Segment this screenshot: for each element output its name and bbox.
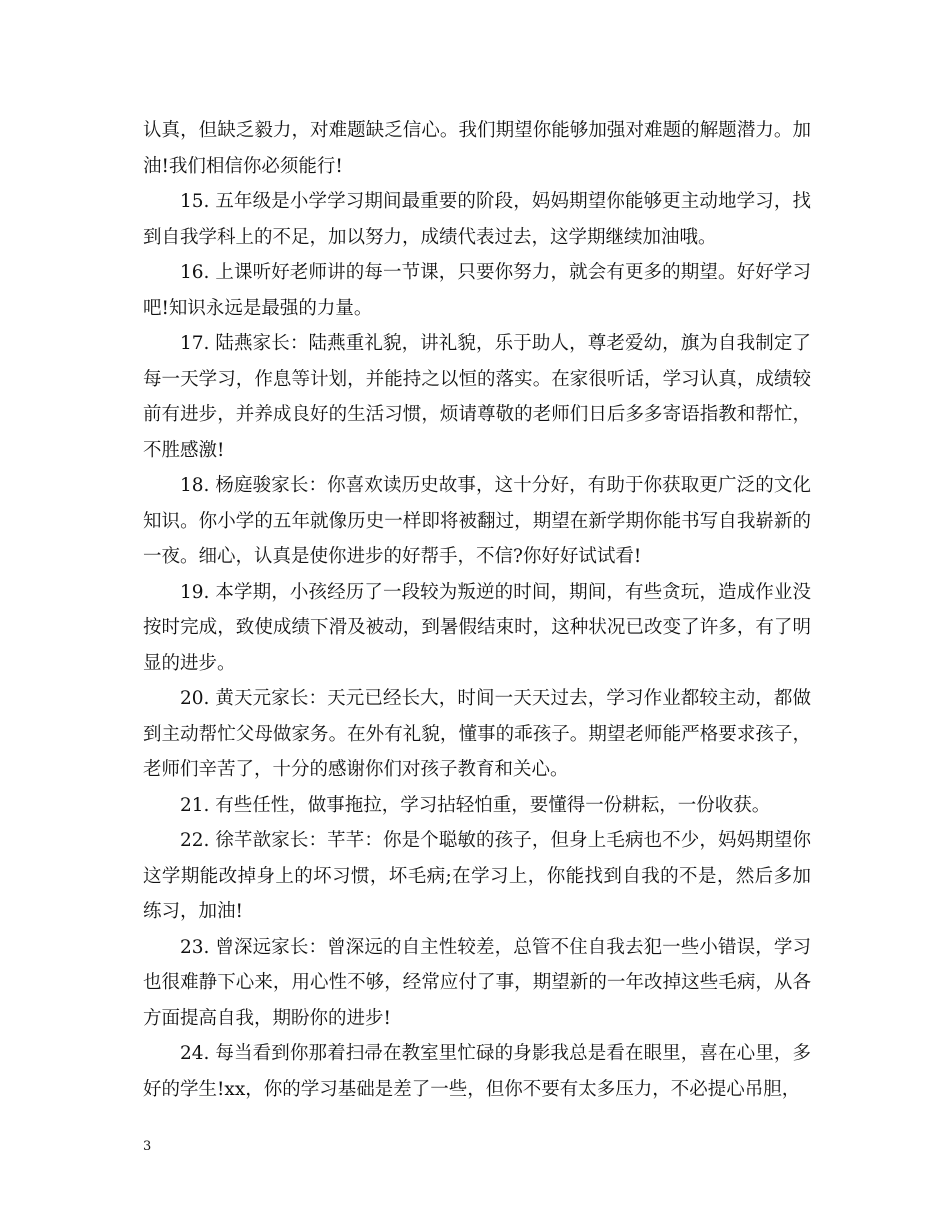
page-number: 3 [143, 1139, 152, 1154]
paragraph: 19. 本学期，小孩经历了一段较为叛逆的时间，期间，有些贪玩，造成作业没按时完成，致使成绩下滑及被动，到暑假结束时，这种状况已改变了许多，有了明显的进步。 [143, 581, 811, 674]
paragraph: 21. 有些任性，做事拖拉，学习拈轻怕重，要懂得一份耕耘，一份收获。 [180, 794, 771, 816]
paragraph: 18. 杨庭骏家长：你喜欢读历史故事，这十分好，有助于你获取更广泛的文化知识。你小学的五年就像历史一样即将被翻过，期望在新学期你能书写自我崭新的一夜。细心，认真是使你进步的好帮手，不信?你好好试试看! [143, 475, 811, 567]
paragraph: 20. 黄天元家长：天元已经长大，时间一天天过去，学习作业都较主动，都做到主动帮忙父母做家务。在外有礼貌，懂事的乖孩子。期望老师能严格要求孩子，老师们辛苦了，十分的感谢你们对孩子教育和关心。 [143, 688, 811, 780]
document-body [143, 113, 811, 1107]
paragraph: 24. 每当看到你那着扫帚在教室里忙碌的身影我总是看在眼里，喜在心里，多好的学生!xx，你的学习基础是差了一些，但你不要有太多压力，不必提心吊胆， [143, 1043, 811, 1100]
paragraph: 22. 徐芊歆家长：芊芊：你是个聪敏的孩子，但身上毛病也不少，妈妈期望你这学期能改掉身上的坏习惯，坏毛病;在学习上，你能找到自我的不是，然后多加练习，加油! [143, 830, 811, 922]
paragraph: 23. 曾深远家长：曾深远的自主性较差，总管不住自我去犯一些小错误，学习也很难静下心来，用心性不够，经常应付了事，期望新的一年改掉这些毛病，从各方面提高自我，期盼你的进步! [143, 936, 811, 1029]
paragraph: 15. 五年级是小学学习期间最重要的阶段，妈妈期望你能够更主动地学习，找到自我学科上的不足，加以努力，成绩代表过去，这学期继续加油哦。 [143, 191, 811, 248]
paragraph: 16. 上课听好老师讲的每一节课，只要你努力，就会有更多的期望。好好学习吧!知识永远是最强的力量。 [143, 262, 811, 319]
paragraph: 认真，但缺乏毅力，对难题缺乏信心。我们期望你能够加强对难题的解题潜力。加油!我们相信你必须能行! [143, 120, 811, 177]
paragraph: 17. 陆燕家长：陆燕重礼貌，讲礼貌，乐于助人，尊老爱幼，旗为自我制定了每一天学习，作息等计划，并能持之以恒的落实。在家很听话，学习认真，成绩较前有进步，并养成良好的生活习惯，烦请尊敬的老师们日后多多寄语指教和帮忙，不胜感激! [143, 333, 811, 461]
